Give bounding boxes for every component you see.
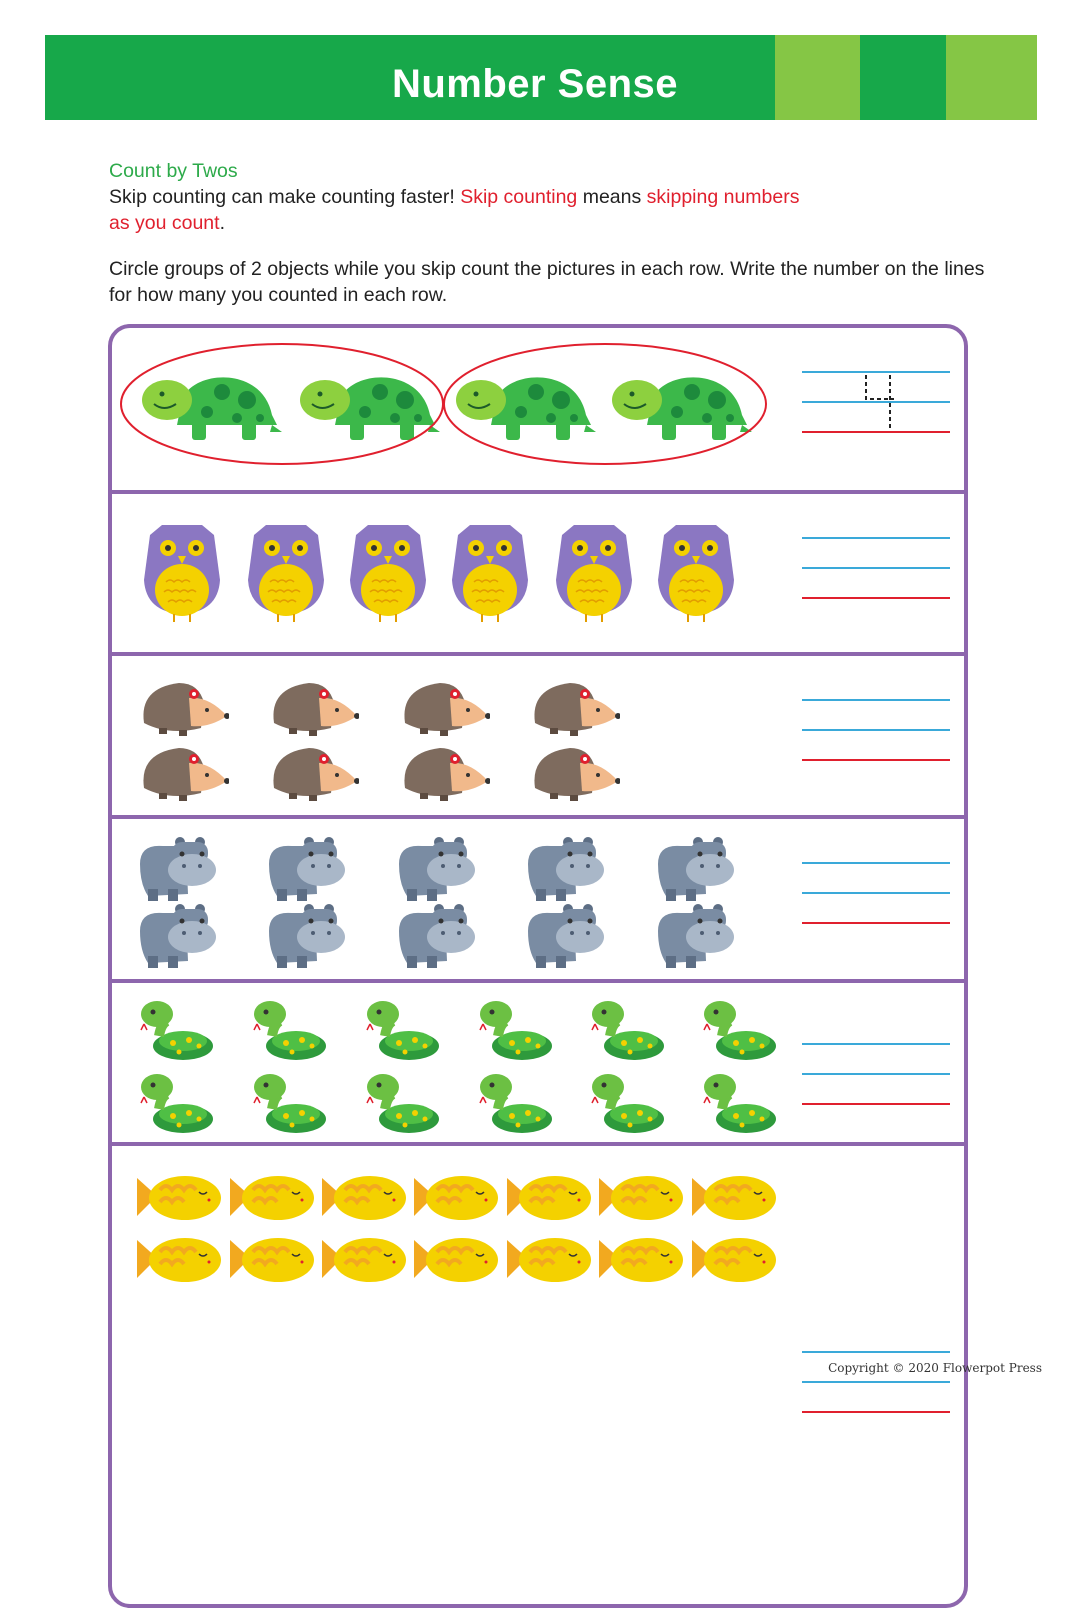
snake-icon (590, 996, 666, 1062)
snake-icon (252, 1069, 328, 1135)
hedgehog-icon (530, 678, 620, 738)
fish-icon (320, 1170, 410, 1226)
writing-line (802, 1411, 950, 1413)
answer-lines[interactable] (802, 537, 950, 607)
hippo-icon (656, 834, 736, 904)
snake-icon (478, 1069, 554, 1135)
answer-lines[interactable] (802, 1043, 950, 1113)
answer-lines[interactable] (802, 371, 950, 441)
highlight-term: Skip counting (460, 186, 578, 208)
owl-icon (448, 520, 532, 624)
writing-line (802, 1381, 950, 1383)
hippo-icon (138, 834, 218, 904)
hippo-icon (656, 901, 736, 971)
intro-text: . (219, 212, 225, 234)
writing-line (802, 537, 950, 539)
hedgehog-icon (530, 743, 620, 803)
highlight-term: as you count (109, 212, 220, 234)
writing-line (802, 862, 950, 864)
fish-icon (135, 1170, 225, 1226)
example-group-circles (112, 328, 812, 488)
writing-line (802, 922, 950, 924)
fish-icon (228, 1232, 318, 1288)
fish-icon (412, 1170, 502, 1226)
hippo-icon (138, 901, 218, 971)
writing-line (802, 597, 950, 599)
hippo-icon (397, 834, 477, 904)
fish-icon (597, 1170, 687, 1226)
answer-lines[interactable] (802, 699, 950, 769)
worksheet-row (112, 656, 964, 815)
instructions: Circle groups of 2 objects while you skip count the pictures in each row. Write the number on the lines for how many you counted in each row. (109, 258, 985, 306)
owl-icon (140, 520, 224, 624)
snake-icon (590, 1069, 666, 1135)
writing-line (802, 1073, 950, 1075)
owl-icon (654, 520, 738, 624)
worksheet-row (112, 328, 964, 490)
group-circle (444, 344, 766, 464)
hedgehog-icon (139, 743, 229, 803)
worksheet-panel (108, 324, 968, 1608)
intro-text: Skip counting can make counting faster! (109, 186, 461, 208)
fish-icon (320, 1232, 410, 1288)
owl-icon (244, 520, 328, 624)
highlight-term: skipping numbers (646, 186, 800, 208)
hedgehog-icon (269, 678, 359, 738)
snake-icon (139, 1069, 215, 1135)
writing-line (802, 892, 950, 894)
hippo-icon (526, 834, 606, 904)
fish-icon (135, 1232, 225, 1288)
fish-icon (412, 1232, 502, 1288)
owl-icon (346, 520, 430, 624)
writing-line (802, 567, 950, 569)
fish-icon (690, 1170, 780, 1226)
worksheet-row (112, 983, 964, 1142)
traced-digit-four (862, 371, 902, 431)
snake-icon (702, 1069, 778, 1135)
fish-icon (228, 1170, 318, 1226)
fish-icon (597, 1232, 687, 1288)
writing-line (802, 431, 950, 433)
group-circle (121, 344, 443, 464)
snake-icon (478, 996, 554, 1062)
hippo-icon (267, 834, 347, 904)
hedgehog-icon (400, 678, 490, 738)
writing-line (802, 759, 950, 761)
intro-section (109, 158, 989, 236)
worksheet-row (112, 1146, 964, 1608)
worksheet-row (112, 819, 964, 979)
worksheet-row (112, 494, 964, 652)
owl-icon (552, 520, 636, 624)
snake-icon (365, 1069, 441, 1135)
intro-paragraph (109, 184, 989, 236)
snake-icon (702, 996, 778, 1062)
writing-line (802, 1351, 950, 1353)
hedgehog-icon (400, 743, 490, 803)
writing-line (802, 729, 950, 731)
snake-icon (252, 996, 328, 1062)
snake-icon (365, 996, 441, 1062)
writing-line (802, 1043, 950, 1045)
intro-text: means (577, 186, 647, 208)
fish-icon (690, 1232, 780, 1288)
hippo-icon (397, 901, 477, 971)
page-title: Number Sense (391, 62, 679, 106)
answer-lines[interactable] (802, 862, 950, 932)
copyright-notice: Copyright © 2020 Flowerpot Press (828, 1361, 1042, 1375)
fish-icon (505, 1232, 595, 1288)
hedgehog-icon (139, 678, 229, 738)
writing-line (802, 699, 950, 701)
hippo-icon (267, 901, 347, 971)
hedgehog-icon (269, 743, 359, 803)
section-subtitle: Count by Twos (109, 160, 238, 182)
snake-icon (139, 996, 215, 1062)
fish-icon (505, 1170, 595, 1226)
hippo-icon (526, 901, 606, 971)
writing-line (802, 1103, 950, 1105)
